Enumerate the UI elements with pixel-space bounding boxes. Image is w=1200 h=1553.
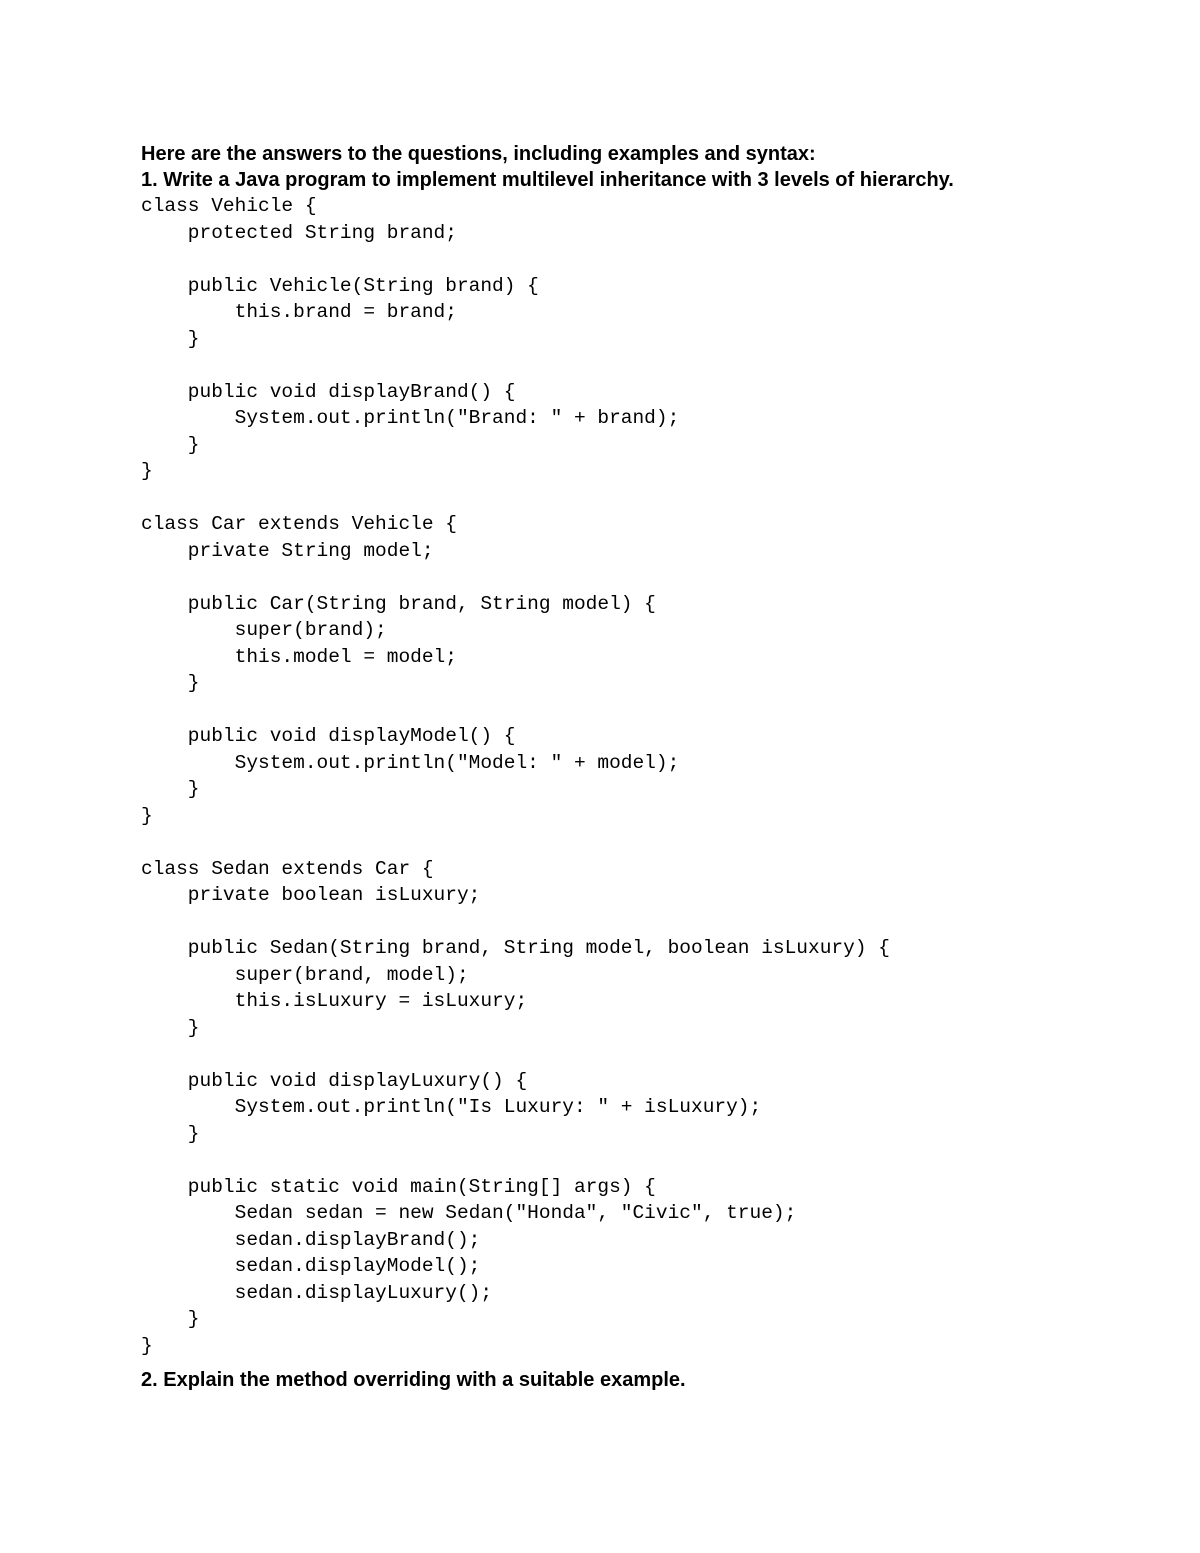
code-line: class Vehicle {	[141, 195, 317, 217]
code-line: protected String brand;	[141, 221, 457, 244]
code-line: this.model = model;	[141, 645, 457, 668]
question-2-heading: 2. Explain the method overriding with a suitable example.	[141, 1369, 686, 1391]
code-line: }	[141, 327, 200, 350]
code-line	[141, 697, 1141, 724]
spacer	[141, 1359, 1141, 1367]
code-line	[141, 829, 1141, 856]
code-line: sedan.displayLuxury();	[141, 1281, 493, 1304]
code-line: }	[141, 672, 200, 694]
code-line: System.out.println("Brand: " + brand);	[141, 407, 680, 429]
code-line	[141, 564, 1141, 591]
code-line: public void displayBrand() {	[141, 380, 516, 403]
code-line: System.out.println("Is Luxury: " + isLuxury);	[141, 1096, 762, 1118]
code-line: public void displayModel() {	[141, 725, 516, 747]
code-line: }	[141, 1334, 153, 1357]
code-line: System.out.println("Model: " + model);	[141, 751, 680, 774]
code-line: this.brand = brand;	[141, 301, 457, 323]
code-line: public static void main(String[] args) {	[141, 1175, 656, 1198]
code-line: }	[141, 1016, 200, 1039]
code-line: }	[141, 778, 200, 800]
code-line: class Sedan extends Car {	[141, 857, 434, 880]
code-line: public void displayLuxury() {	[141, 1069, 528, 1092]
code-line: this.isLuxury = isLuxury;	[141, 990, 528, 1012]
code-line	[141, 909, 1141, 936]
code-line: class Car extends Vehicle {	[141, 513, 457, 535]
code-line: public Sedan(String brand, String model, boolean isLuxury) {	[141, 937, 890, 959]
code-line: }	[141, 804, 153, 827]
code-line	[141, 352, 1141, 379]
code-line	[141, 246, 1141, 273]
code-line	[141, 1147, 1141, 1174]
code-line: Sedan sedan = new Sedan("Honda", "Civic", true);	[141, 1202, 797, 1224]
code-line: }	[141, 433, 200, 456]
code-line: }	[141, 1308, 200, 1330]
code-line: sedan.displayModel();	[141, 1255, 481, 1277]
question-1-heading: 1. Write a Java program to implement multilevel inheritance with 3 levels of hierarchy.	[141, 169, 954, 191]
code-line: private boolean isLuxury;	[141, 884, 481, 906]
document-content	[141, 141, 1141, 1393]
intro-text: Here are the answers to the questions, including examples and syntax:	[141, 143, 816, 165]
code-line	[141, 485, 1141, 512]
code-line: }	[141, 460, 153, 482]
code-line	[141, 1041, 1141, 1068]
code-line: sedan.displayBrand();	[141, 1228, 481, 1251]
code-line: public Car(String brand, String model) {	[141, 592, 656, 615]
code-line: private String model;	[141, 539, 434, 562]
java-code-block	[141, 193, 1141, 1359]
code-line: }	[141, 1122, 200, 1145]
code-line: public Vehicle(String brand) {	[141, 274, 539, 297]
code-line: super(brand, model);	[141, 963, 469, 986]
code-line: super(brand);	[141, 619, 387, 641]
